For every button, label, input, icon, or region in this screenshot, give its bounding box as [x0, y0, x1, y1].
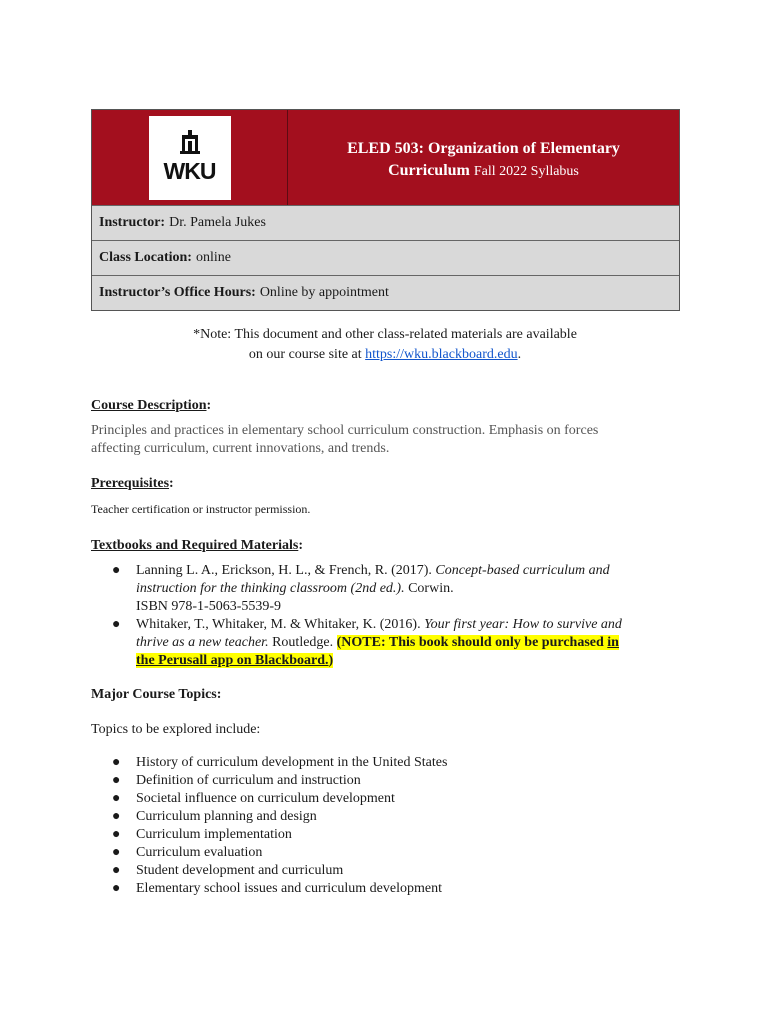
bullet-icon: ●: [112, 617, 121, 632]
topic-item: [112, 790, 672, 808]
syllabus-term: Fall 2022 Syllabus: [473, 164, 579, 179]
logo-cell: [92, 110, 288, 205]
location-label: Class Location:: [99, 250, 192, 265]
topic-item: [112, 862, 672, 880]
book2-authors: Whitaker, T., Whitaker, M. & Whitaker, K. (2016).: [136, 617, 421, 632]
topics-list: [112, 754, 672, 898]
textbook-item-1: [112, 562, 672, 616]
book1-publisher: Corwin.: [408, 581, 454, 596]
office-hours-label: Instructor’s Office Hours:: [99, 285, 256, 300]
course-description-heading-text: Course Description: [91, 398, 207, 413]
logo-text: WKU: [163, 158, 216, 184]
book1-title-line2: instruction for the thinking classroom (2nd ed.).: [136, 581, 405, 596]
topic-text: Curriculum implementation: [136, 827, 292, 842]
course-site-note: [0, 325, 770, 365]
topic-item: [112, 826, 672, 844]
book2-title-line2: thrive as a new teacher.: [136, 635, 269, 650]
blackboard-link[interactable]: https://wku.blackboard.edu: [365, 347, 518, 362]
topics-intro: Topics to be explored include:: [91, 722, 261, 737]
note-line2: [0, 345, 770, 365]
perusall-note-part3: the Perusall app on Blackboard.: [136, 653, 329, 668]
topic-text: Definition of curriculum and instruction: [136, 773, 361, 788]
wku-logo: [149, 116, 231, 200]
location-row: [92, 240, 679, 275]
topics-heading: Major Course Topics:: [91, 687, 222, 702]
topic-item: [112, 880, 672, 898]
perusall-note-part2: in: [607, 635, 619, 650]
location-value: online: [195, 250, 231, 265]
topic-item: [112, 808, 672, 826]
bullet-icon: ●: [112, 755, 121, 770]
office-hours-value: Online by appointment: [259, 285, 389, 300]
instructor-value: Dr. Pamela Jukes: [169, 215, 266, 230]
book2-title-line1: Your first year: How to survive and: [424, 617, 622, 632]
book1-isbn: ISBN 978-1-5063-5539-9: [136, 599, 282, 614]
note-line1: *Note: This document and other class-related materials are available: [193, 327, 577, 342]
course-title-curriculum: Curriculum: [388, 162, 470, 179]
course-description-text: [91, 422, 671, 458]
perusall-note-part1: (NOTE: This book should only be purchased: [336, 635, 604, 650]
prerequisites-heading: [91, 476, 174, 492]
topic-item: [112, 772, 672, 790]
book2-publisher: Routledge.: [272, 635, 334, 650]
bullet-icon: ●: [112, 809, 121, 824]
perusall-note-part4: ): [328, 653, 334, 668]
bullet-icon: ●: [112, 881, 121, 896]
bullet-icon: ●: [112, 863, 121, 878]
prerequisites-heading-text: Prerequisites: [91, 476, 170, 491]
course-title-line2: [388, 160, 579, 183]
note-prefix: on our course site at: [248, 347, 362, 362]
heading-colon: :: [298, 538, 303, 553]
bullet-icon: ●: [112, 773, 121, 788]
topic-item: [112, 754, 672, 772]
cupola-icon: [179, 130, 201, 154]
course-description-line1: Principles and practices in elementary school curriculum construction. Emphasis on forces: [91, 423, 599, 438]
book1-authors: Lanning L. A., Erickson, H. L., & French, R. (2017).: [136, 563, 432, 578]
instructor-row: [92, 205, 679, 240]
topic-text: Student development and curriculum: [136, 863, 344, 878]
course-title-line1: ELED 503: Organization of Elementary: [347, 140, 620, 157]
header-banner: [92, 110, 679, 205]
header-table: [91, 109, 680, 311]
topic-text: Societal influence on curriculum development: [136, 791, 395, 806]
textbooks-heading-text: Textbooks and Required Materials: [91, 538, 299, 553]
instructor-label: Instructor:: [99, 215, 166, 230]
textbook-list: [112, 562, 672, 670]
topic-text: Curriculum planning and design: [136, 809, 317, 824]
course-description-heading: [91, 398, 211, 414]
note-suffix: .: [517, 347, 522, 362]
textbooks-heading: [91, 538, 303, 554]
prerequisites-text: Teacher certification or instructor permission.: [91, 502, 311, 516]
bullet-icon: ●: [112, 563, 121, 578]
heading-colon: :: [169, 476, 174, 491]
textbook-item-2: [112, 616, 672, 670]
topic-text: Curriculum evaluation: [136, 845, 263, 860]
course-description-line2: affecting curriculum, current innovations, and trends.: [91, 441, 390, 456]
heading-colon: :: [206, 398, 212, 413]
topic-item: [112, 844, 672, 862]
book1-title-line1: Concept-based curriculum and: [435, 563, 610, 578]
bullet-icon: ●: [112, 845, 121, 860]
topic-text: History of curriculum development in the United States: [136, 755, 448, 770]
bullet-icon: ●: [112, 791, 121, 806]
course-title: [288, 110, 679, 205]
bullet-icon: ●: [112, 827, 121, 842]
topic-text: Elementary school issues and curriculum development: [136, 881, 442, 896]
office-hours-row: [92, 275, 679, 310]
